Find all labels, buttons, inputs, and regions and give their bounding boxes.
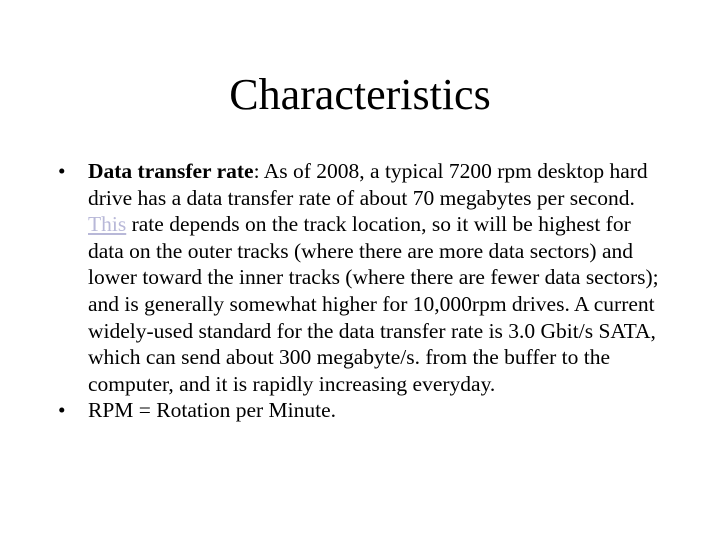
inline-link-this[interactable]: This	[88, 212, 127, 237]
bullet-marker: •	[58, 398, 66, 423]
bullet-marker: •	[58, 159, 66, 183]
bullet-text: RPM = Rotation per Minute.	[88, 398, 337, 423]
slide-title: Characteristics	[229, 70, 491, 119]
bullet-list	[56, 158, 666, 424]
bullet-term: Data transfer rate	[88, 159, 254, 183]
bullet-text-before-link: : As of 2008, a typical 7200 rpm desktop hard drive has a data transfer rate of about 70 megabytes per second.	[88, 159, 648, 210]
bullet-text-after-link: rate depends on the track location, so it will be highest for data on the outer tracks (where there are more data sectors) and lower toward the inner tracks (where there are fewer data sectors); and is generally somewhat higher for 10,000rpm drives. A current widely-used standard for the data transfer rate is 3.0 Gbit/s SATA, which can send about 300 megabyte/s. from the buffer to the computer, and it is rapidly increasing everyday.	[88, 212, 659, 396]
bullet-item-data-transfer-rate	[56, 158, 666, 397]
bullet-item-rpm	[56, 397, 666, 424]
